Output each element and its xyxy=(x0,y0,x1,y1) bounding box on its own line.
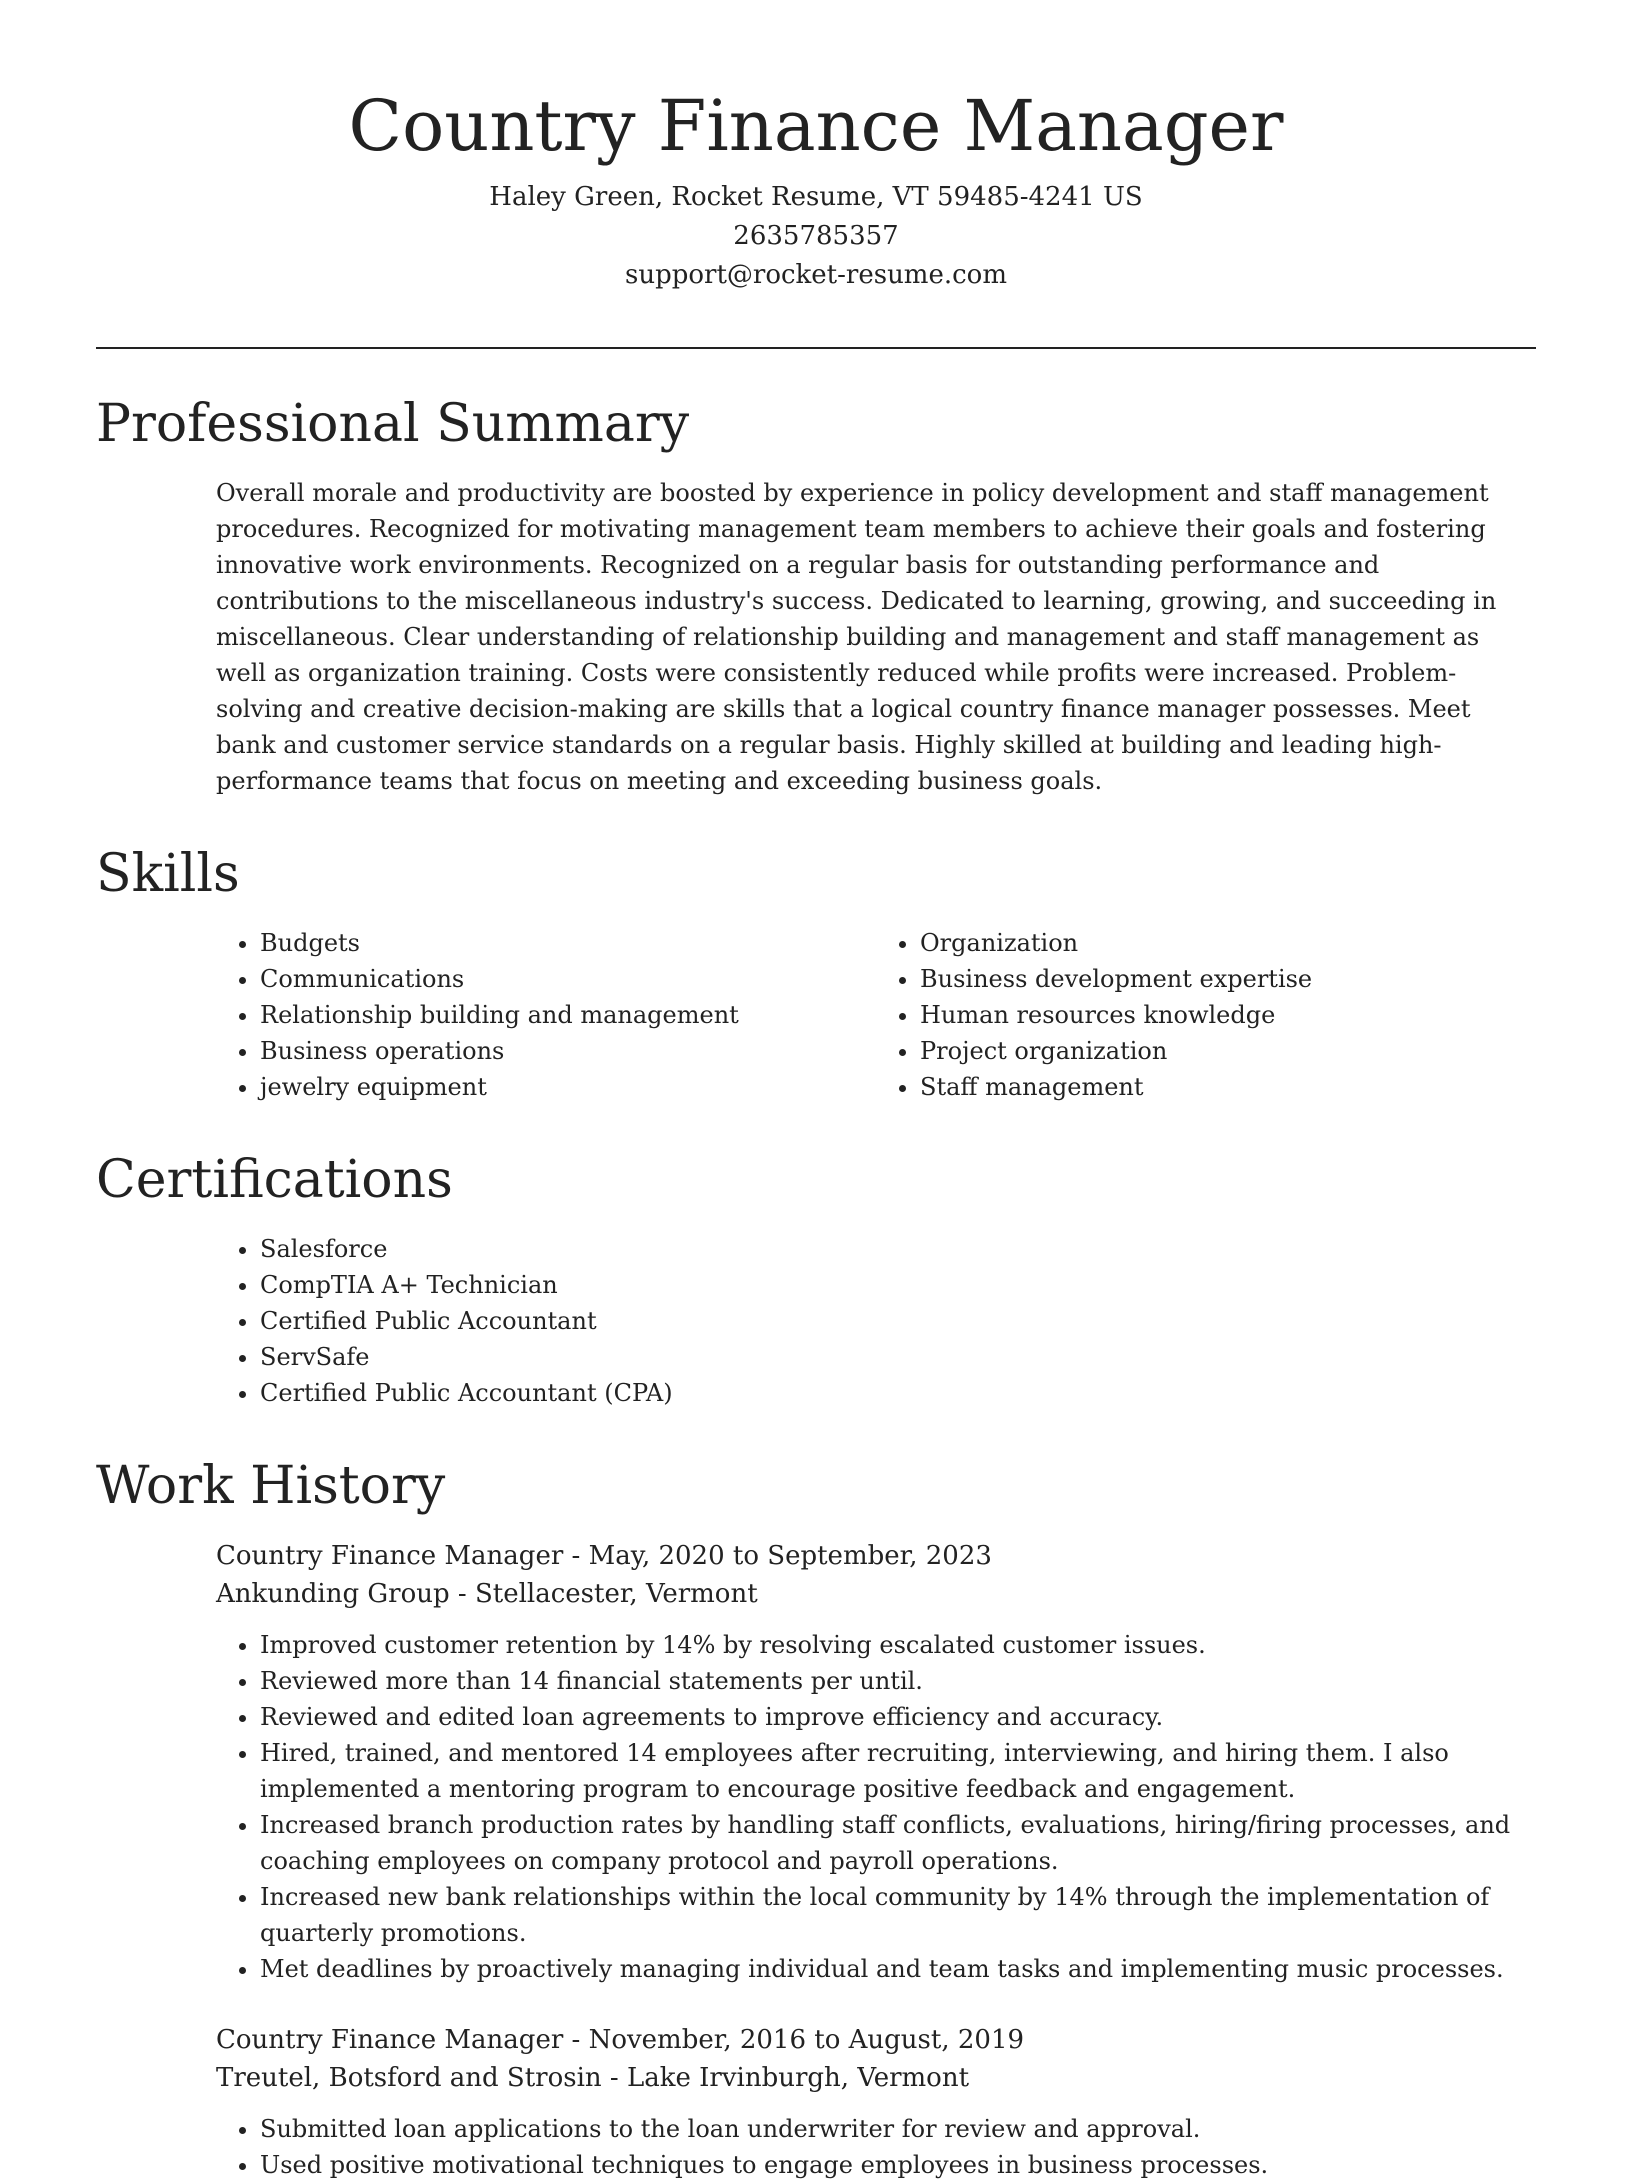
skill-item: • Relationship building and management xyxy=(260,997,876,1033)
resume-header xyxy=(0,0,1632,295)
skill-item: • Staff management xyxy=(920,1069,1536,1105)
job-title-line xyxy=(216,2021,1536,2059)
skill-item: • jewelry equipment xyxy=(260,1069,876,1105)
certifications-body xyxy=(216,1231,1536,1411)
job-title: Country Finance Manager xyxy=(216,1541,564,1571)
certification-item: • Salesforce xyxy=(260,1231,1536,1267)
skill-item: • Human resources knowledge xyxy=(920,997,1536,1033)
contact-email: support@rocket-resume.com xyxy=(624,260,1007,290)
job-company: Treutel, Botsford and Strosin xyxy=(216,2063,602,2093)
job-bullet: • Met deadlines by proactively managing individual and team tasks and implementing music processes. xyxy=(260,1951,1536,1987)
header-divider xyxy=(96,347,1536,349)
summary-text: Overall morale and productivity are boosted by experience in policy development and staff management procedures. Recognized for motivating management team members to achieve their goals and fostering innovative work environments. Recognized on a regular basis for outstanding performance and contributions to the miscellaneous industry's success. Dedicated to learning, growing, and succeeding in miscellaneous. Clear understanding of relationship building and management and staff management as well as organization training. Costs were consistently reduced while profits were increased. Problem-solving and creative decision-making are skills that a logical country finance manager possesses. Meet bank and customer service standards on a regular basis. Highly skilled at building and leading high-performance teams that focus on meeting and exceeding business goals. xyxy=(216,479,1497,795)
contact-address: Haley Green, Rocket Resume, VT 59485-4241 US xyxy=(489,182,1143,212)
skills-section xyxy=(96,841,1536,1105)
skill-item: • Budgets xyxy=(260,925,876,961)
job-bullet: • Improved customer retention by 14% by resolving escalated customer issues. xyxy=(260,1627,1536,1663)
summary-title: Professional Summary xyxy=(96,394,690,454)
summary-section xyxy=(96,391,1536,799)
skills-title: Skills xyxy=(96,844,240,904)
job-company-line xyxy=(216,2059,1536,2097)
certification-item: • ServSafe xyxy=(260,1339,1536,1375)
contact-phone: 2635785357 xyxy=(733,221,899,251)
job-entry xyxy=(216,1537,1536,1987)
certification-item: • CompTIA A+ Technician xyxy=(260,1267,1536,1303)
job-location: - Lake Irvinburgh, Vermont xyxy=(601,2063,970,2093)
skill-item: • Project organization xyxy=(920,1033,1536,1069)
job-dates: - May, 2020 to September, 2023 xyxy=(563,1541,992,1571)
job-company-line xyxy=(216,1575,1536,1613)
skill-item: • Communications xyxy=(260,961,876,997)
certifications-section xyxy=(96,1147,1536,1411)
job-bullet: • Submitted loan applications to the loan underwriter for review and approval. xyxy=(260,2111,1536,2147)
certification-item: • Certified Public Accountant (CPA) xyxy=(260,1375,1536,1411)
job-title-line xyxy=(216,1537,1536,1575)
job-bullet: • Reviewed and edited loan agreements to improve efficiency and accuracy. xyxy=(260,1699,1536,1735)
resume-name: Country Finance Manager xyxy=(348,85,1284,167)
skill-item: • Organization xyxy=(920,925,1536,961)
skill-item: • Business development expertise xyxy=(920,961,1536,997)
job-bullet: • Increased branch production rates by handling staff conflicts, evaluations, hiring/firing processes, and coaching employees on company protocol and payroll operations. xyxy=(260,1807,1536,1879)
job-bullet: • Reviewed more than 14 financial statements per until. xyxy=(260,1663,1536,1699)
skills-list-right xyxy=(876,925,1536,1105)
job-bullet: • Hired, trained, and mentored 14 employees after recruiting, interviewing, and hiring them. I also implemented a mentoring program to encourage positive feedback and engagement. xyxy=(260,1735,1536,1807)
summary-body xyxy=(216,475,1536,799)
certifications-title: Certifications xyxy=(96,1150,453,1210)
job-entry xyxy=(216,2021,1536,2183)
skill-item: • Business operations xyxy=(260,1033,876,1069)
certifications-list xyxy=(216,1231,1536,1411)
work-history-section xyxy=(96,1453,1536,2183)
job-bullets xyxy=(216,1627,1536,1987)
work-history-title: Work History xyxy=(96,1456,446,1516)
certification-item: • Certified Public Accountant xyxy=(260,1303,1536,1339)
job-company: Ankunding Group xyxy=(216,1579,450,1609)
skills-grid xyxy=(216,925,1536,1105)
job-bullet: • Used positive motivational techniques to engage employees in business processes. xyxy=(260,2147,1536,2183)
skills-list-left xyxy=(216,925,876,1105)
job-title: Country Finance Manager xyxy=(216,2025,564,2055)
job-dates: - November, 2016 to August, 2019 xyxy=(563,2025,1025,2055)
job-location: - Stellacester, Vermont xyxy=(449,1579,758,1609)
job-bullets xyxy=(216,2111,1536,2183)
work-history-body xyxy=(216,1537,1536,2183)
job-bullet: • Increased new bank relationships within the local community by 14% through the implementation of quarterly promotions. xyxy=(260,1879,1536,1951)
